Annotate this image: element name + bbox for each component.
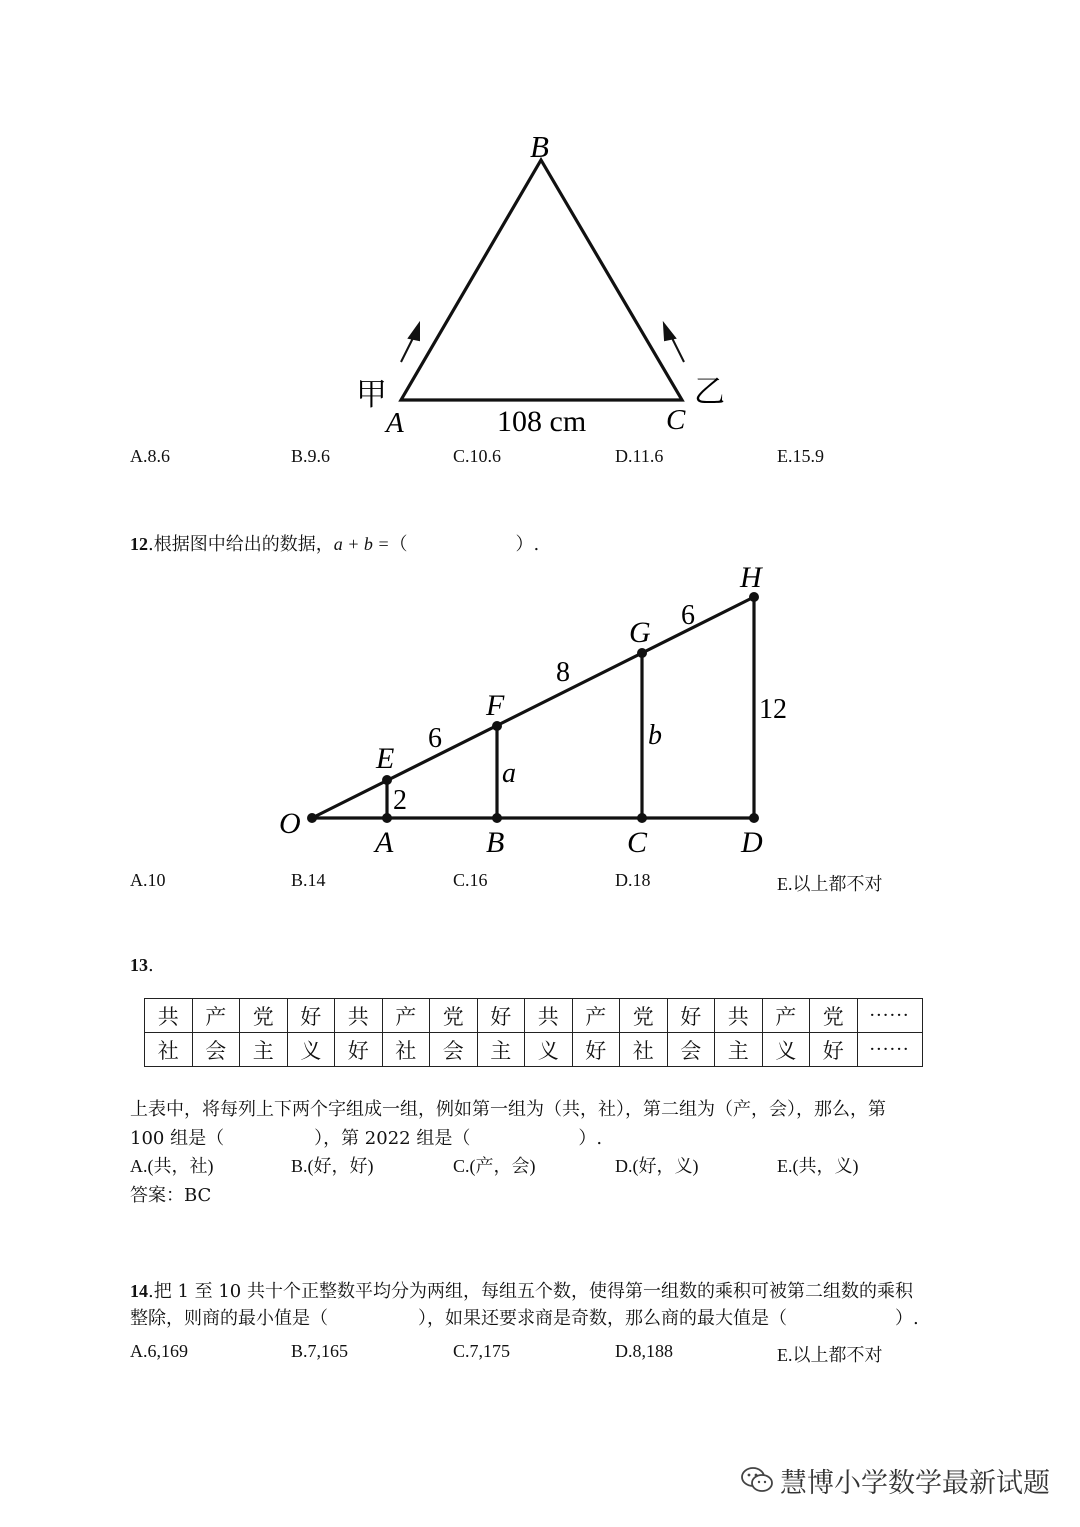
q12-option-b[interactable]: B.14 [291,870,326,890]
point-b-label: B [486,826,505,859]
table-cell: 共 [715,999,763,1033]
point-a-label: A [375,826,394,859]
table-cell: 党 [620,999,668,1033]
table-cell: 党 [810,999,858,1033]
table-cell: 产 [572,999,620,1033]
table-cell: 好 [572,1033,620,1067]
watermark [740,1460,1050,1500]
table-cell: 义 [525,1033,573,1067]
table-cell: 产 [762,999,810,1033]
q13-option-a[interactable]: A.(共，社) [130,1156,214,1176]
q14-text-line2: 整除，则商的最小值是（ ），如果还要求商是奇数，那么商的最大值是（ ）. [130,1308,919,1329]
point-g-label: G [629,616,651,649]
table-row [145,1033,923,1067]
table-cell: 义 [762,1033,810,1067]
table-cell: 社 [382,1033,430,1067]
table-cell: 好 [667,999,715,1033]
q14-text-line1 [130,1277,913,1303]
q11-option-c[interactable]: C.10.6 [453,446,502,466]
yi-label: 乙 [694,374,725,410]
length-ea-label: 2 [393,785,407,816]
q13-option-c[interactable]: C.(产，会) [453,1156,536,1176]
table-cell: 产 [192,999,240,1033]
point-c-label: C [627,826,648,859]
table-cell: 好 [335,1033,383,1067]
q12-stem-blank: （ ）. [389,534,540,555]
q11-option-e[interactable]: E.15.9 [777,446,824,466]
table-row [145,999,923,1033]
table-cell: 好 [477,999,525,1033]
q14-option-a[interactable]: A.6,169 [130,1341,188,1361]
q12-number: 12 [130,534,148,554]
vertex-c-label: C [666,404,686,436]
point-d-label: D [741,826,763,859]
length-hd-label: 12 [759,694,787,725]
table-cell: 义 [287,1033,335,1067]
point-o-label: O [279,807,301,840]
table-cell: 会 [192,1033,240,1067]
jia-label: 甲 [356,377,387,413]
table-cell-ellipsis: ······ [857,999,922,1033]
table-cell: 好 [287,999,335,1033]
table-cell: 共 [335,999,383,1033]
length-fb-label: a [502,758,516,789]
q13-number-suffix: . [148,955,154,976]
segment-gh-label: 6 [681,600,695,631]
q13-option-d[interactable]: D.(好，义) [615,1156,699,1176]
q13-option-e[interactable]: E.(共，义) [777,1156,859,1176]
q13-answer: 答案：BC [130,1185,212,1206]
point-e-label: E [376,742,395,775]
character-table [144,998,923,1067]
table-cell: 产 [382,999,430,1033]
q14-option-e[interactable]: E.以上都不对 [777,1345,883,1365]
point-f-label: F [486,689,505,722]
q14-line1-text: .把 1 至 10 共十个正整数平均分为两组，每组五个数，使得第一组数的乘积可被第二组数的乘积 [148,1281,913,1302]
table-cell: 好 [810,1033,858,1067]
table-cell: 会 [667,1033,715,1067]
q12-option-d[interactable]: D.18 [615,870,651,890]
table-cell: 社 [620,1033,668,1067]
q14-option-b[interactable]: B.7,165 [291,1341,349,1361]
q14-option-c[interactable]: C.7,175 [453,1341,511,1361]
q13-number: 13 [130,955,148,975]
q12-option-c[interactable]: C.16 [453,870,488,890]
q13-option-b[interactable]: B.(好，好) [291,1156,374,1176]
q12-stem-math: a + b = [333,534,390,554]
q13-text-line2: 100 组是（ ），第 2022 组是（ ）. [130,1128,603,1149]
table-cell: 会 [430,1033,478,1067]
segment-fg-label: 8 [556,657,570,688]
segment-ef-label: 6 [428,723,442,754]
vertex-a-label: A [386,407,404,439]
vertex-b-label: B [530,129,549,164]
q14-number: 14 [130,1281,148,1301]
q12-option-a[interactable]: A.10 [130,870,166,890]
q12-stem-text: .根据图中给出的数据， [148,534,334,555]
q11-option-a[interactable]: A.8.6 [130,446,170,466]
table-cell: 主 [477,1033,525,1067]
wechat-icon [740,1465,774,1495]
base-length-label: 108 cm [497,405,587,438]
table-cell: 主 [240,1033,288,1067]
q11-option-b[interactable]: B.9.6 [291,446,331,466]
q13-number-line [130,955,154,976]
q14-option-d[interactable]: D.8,188 [615,1341,673,1361]
watermark-text: 慧博小学数学最新试题 [780,1467,1050,1499]
table-cell: 党 [240,999,288,1033]
table-cell: 共 [145,999,193,1033]
length-gc-label: b [648,720,662,751]
table-cell-ellipsis: ······ [857,1033,922,1067]
table-cell: 党 [430,999,478,1033]
point-h-label: H [740,561,762,594]
q12-option-e[interactable]: E.以上都不对 [777,874,883,894]
q11-option-d[interactable]: D.11.6 [615,446,664,466]
table-cell: 共 [525,999,573,1033]
table-cell: 社 [145,1033,193,1067]
q13-text-line1: 上表中，将每列上下两个字组成一组，例如第一组为（共，社），第二组为（产，会），那么，第 [130,1099,886,1120]
table-cell: 主 [715,1033,763,1067]
